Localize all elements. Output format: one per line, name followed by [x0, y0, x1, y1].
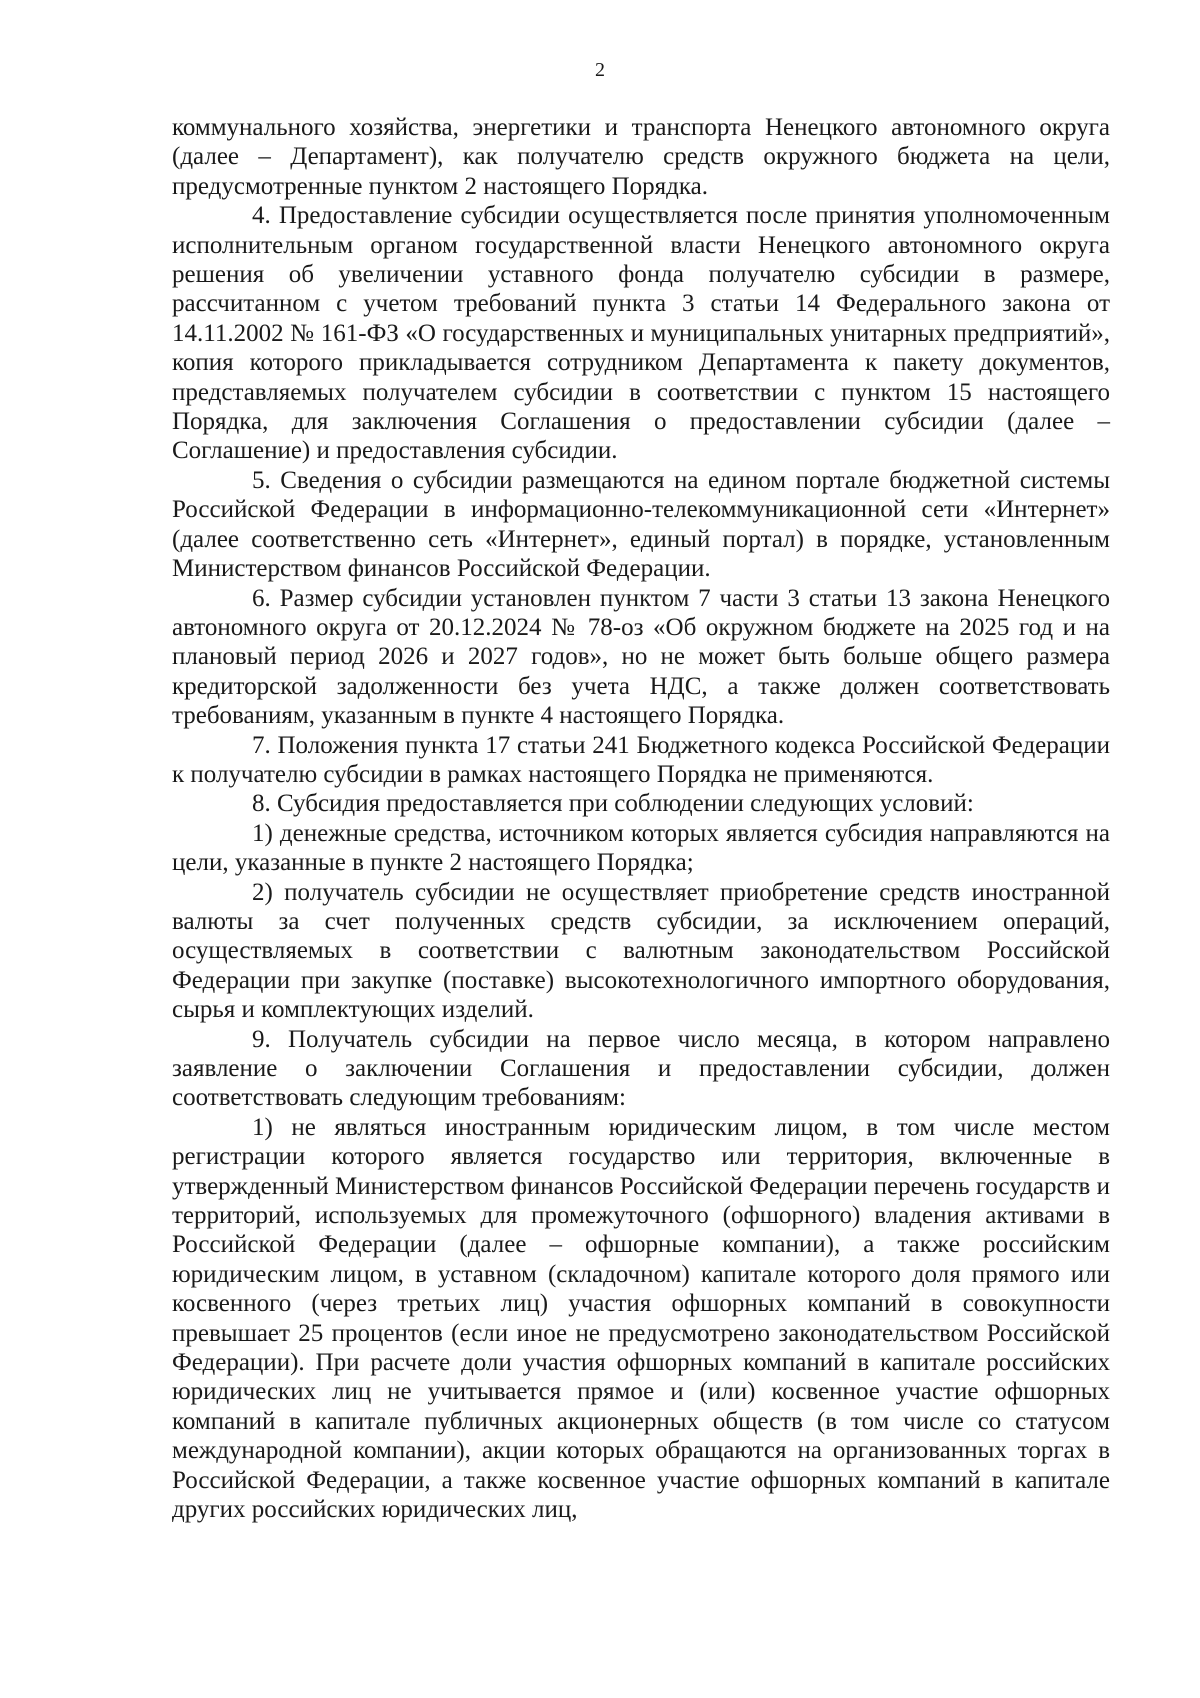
paragraph-item-4: 4. Предоставление субсидии осуществляется после принятия уполномоченным исполнительным органом государственной власти Ненецкого автономного округа решения об увеличении уставного фонда получателю субсидии в размере, рассчитанном с учетом требований пункта 3 статьи 14 Федерального закона от 14.11.2002 № 161-ФЗ «О государственных и муниципальных унитарных предприятий», копия которого прикладывается сотрудником Департамента к пакету документов, представляемых получателем субсидии в соответствии с пунктом 15 настоящего Порядка, для заключения Соглашения о предоставлении субсидии (далее – Соглашение) и предоставления субсидии. [172, 202, 1110, 465]
paragraph-item-5: 5. Сведения о субсидии размещаются на едином портале бюджетной системы Российской Федерации в информационно-телекоммуникационной сети «Интернет» (далее соответственно сеть «Интернет», единый портал) в порядке, установленным Министерством финансов Российской Федерации. [172, 466, 1110, 583]
paragraph-item-8-sub-2: 2) получатель субсидии не осуществляет приобретение средств иностранной валюты за счет полученных средств субсидии, за исключением операций, осуществляемых в соответствии с валютным законодательством Российской Федерации при закупке (поставке) высокотехнологичного импортного оборудования, сырья и комплектующих изделий. [172, 878, 1110, 1024]
paragraph-item-7: 7. Положения пункта 17 статьи 241 Бюджетного кодекса Российской Федерации к получателю субсидии в рамках настоящего Порядка не применяются. [172, 731, 1110, 788]
document-body [172, 113, 1110, 1525]
paragraph-item-9: 9. Получатель субсидии на первое число месяца, в котором направлено заявление о заключении Соглашения и предоставлении субсидии, должен соответствовать следующим требованиям: [172, 1025, 1110, 1112]
paragraph-item-8-sub-1: 1) денежные средства, источником которых является субсидия направляются на цели, указанные в пункте 2 настоящего Порядка; [172, 819, 1110, 877]
paragraph-continuation: коммунального хозяйства, энергетики и транспорта Ненецкого автономного округа (далее – Департамент), как получателю средств окружного бюджета на цели, предусмотренные пунктом 2 настоящего Порядка. [172, 114, 1110, 200]
paragraph-item-9-sub-1: 1) не являться иностранным юридическим лицом, в том числе местом регистрации которого является государство или территория, включенные в утвержденный Министерством финансов Российской Федерации перечень государств и территорий, используемых для промежуточного (офшорного) владения активами в Российской Федерации (далее – офшорные компании), а также российским юридическим лицом, в уставном (складочном) капитале которого доля прямого или косвенного (через третьих лиц) участия офшорных компаний в совокупности превышает 25 процентов (если иное не предусмотрено законодательством Российской Федерации). При расчете доли участия офшорных компаний в капитале российских юридических лиц не учитывается прямое и (или) косвенное участие офшорных компаний в капитале публичных акционерных обществ (в том числе со статусом международной компании), акции которых обращаются на организованных торгах в Российской Федерации, а также косвенное участие офшорных компаний в капитале других российских юридических лиц, [172, 1113, 1110, 1524]
paragraph-item-8: 8. Субсидия предоставляется при соблюдении следующих условий: [252, 790, 974, 818]
paragraph-item-6: 6. Размер субсидии установлен пунктом 7 части 3 статьи 13 закона Ненецкого автономного округа от 20.12.2024 № 78-оз «Об окружном бюджете на 2025 год и на плановый период 2026 и 2027 годов», но не может быть больше общего размера кредиторской задолженности без учета НДС, а также должен соответствовать требованиям, указанным в пункте 4 настоящего Порядка. [172, 584, 1110, 730]
page-number: 2 [595, 59, 605, 81]
